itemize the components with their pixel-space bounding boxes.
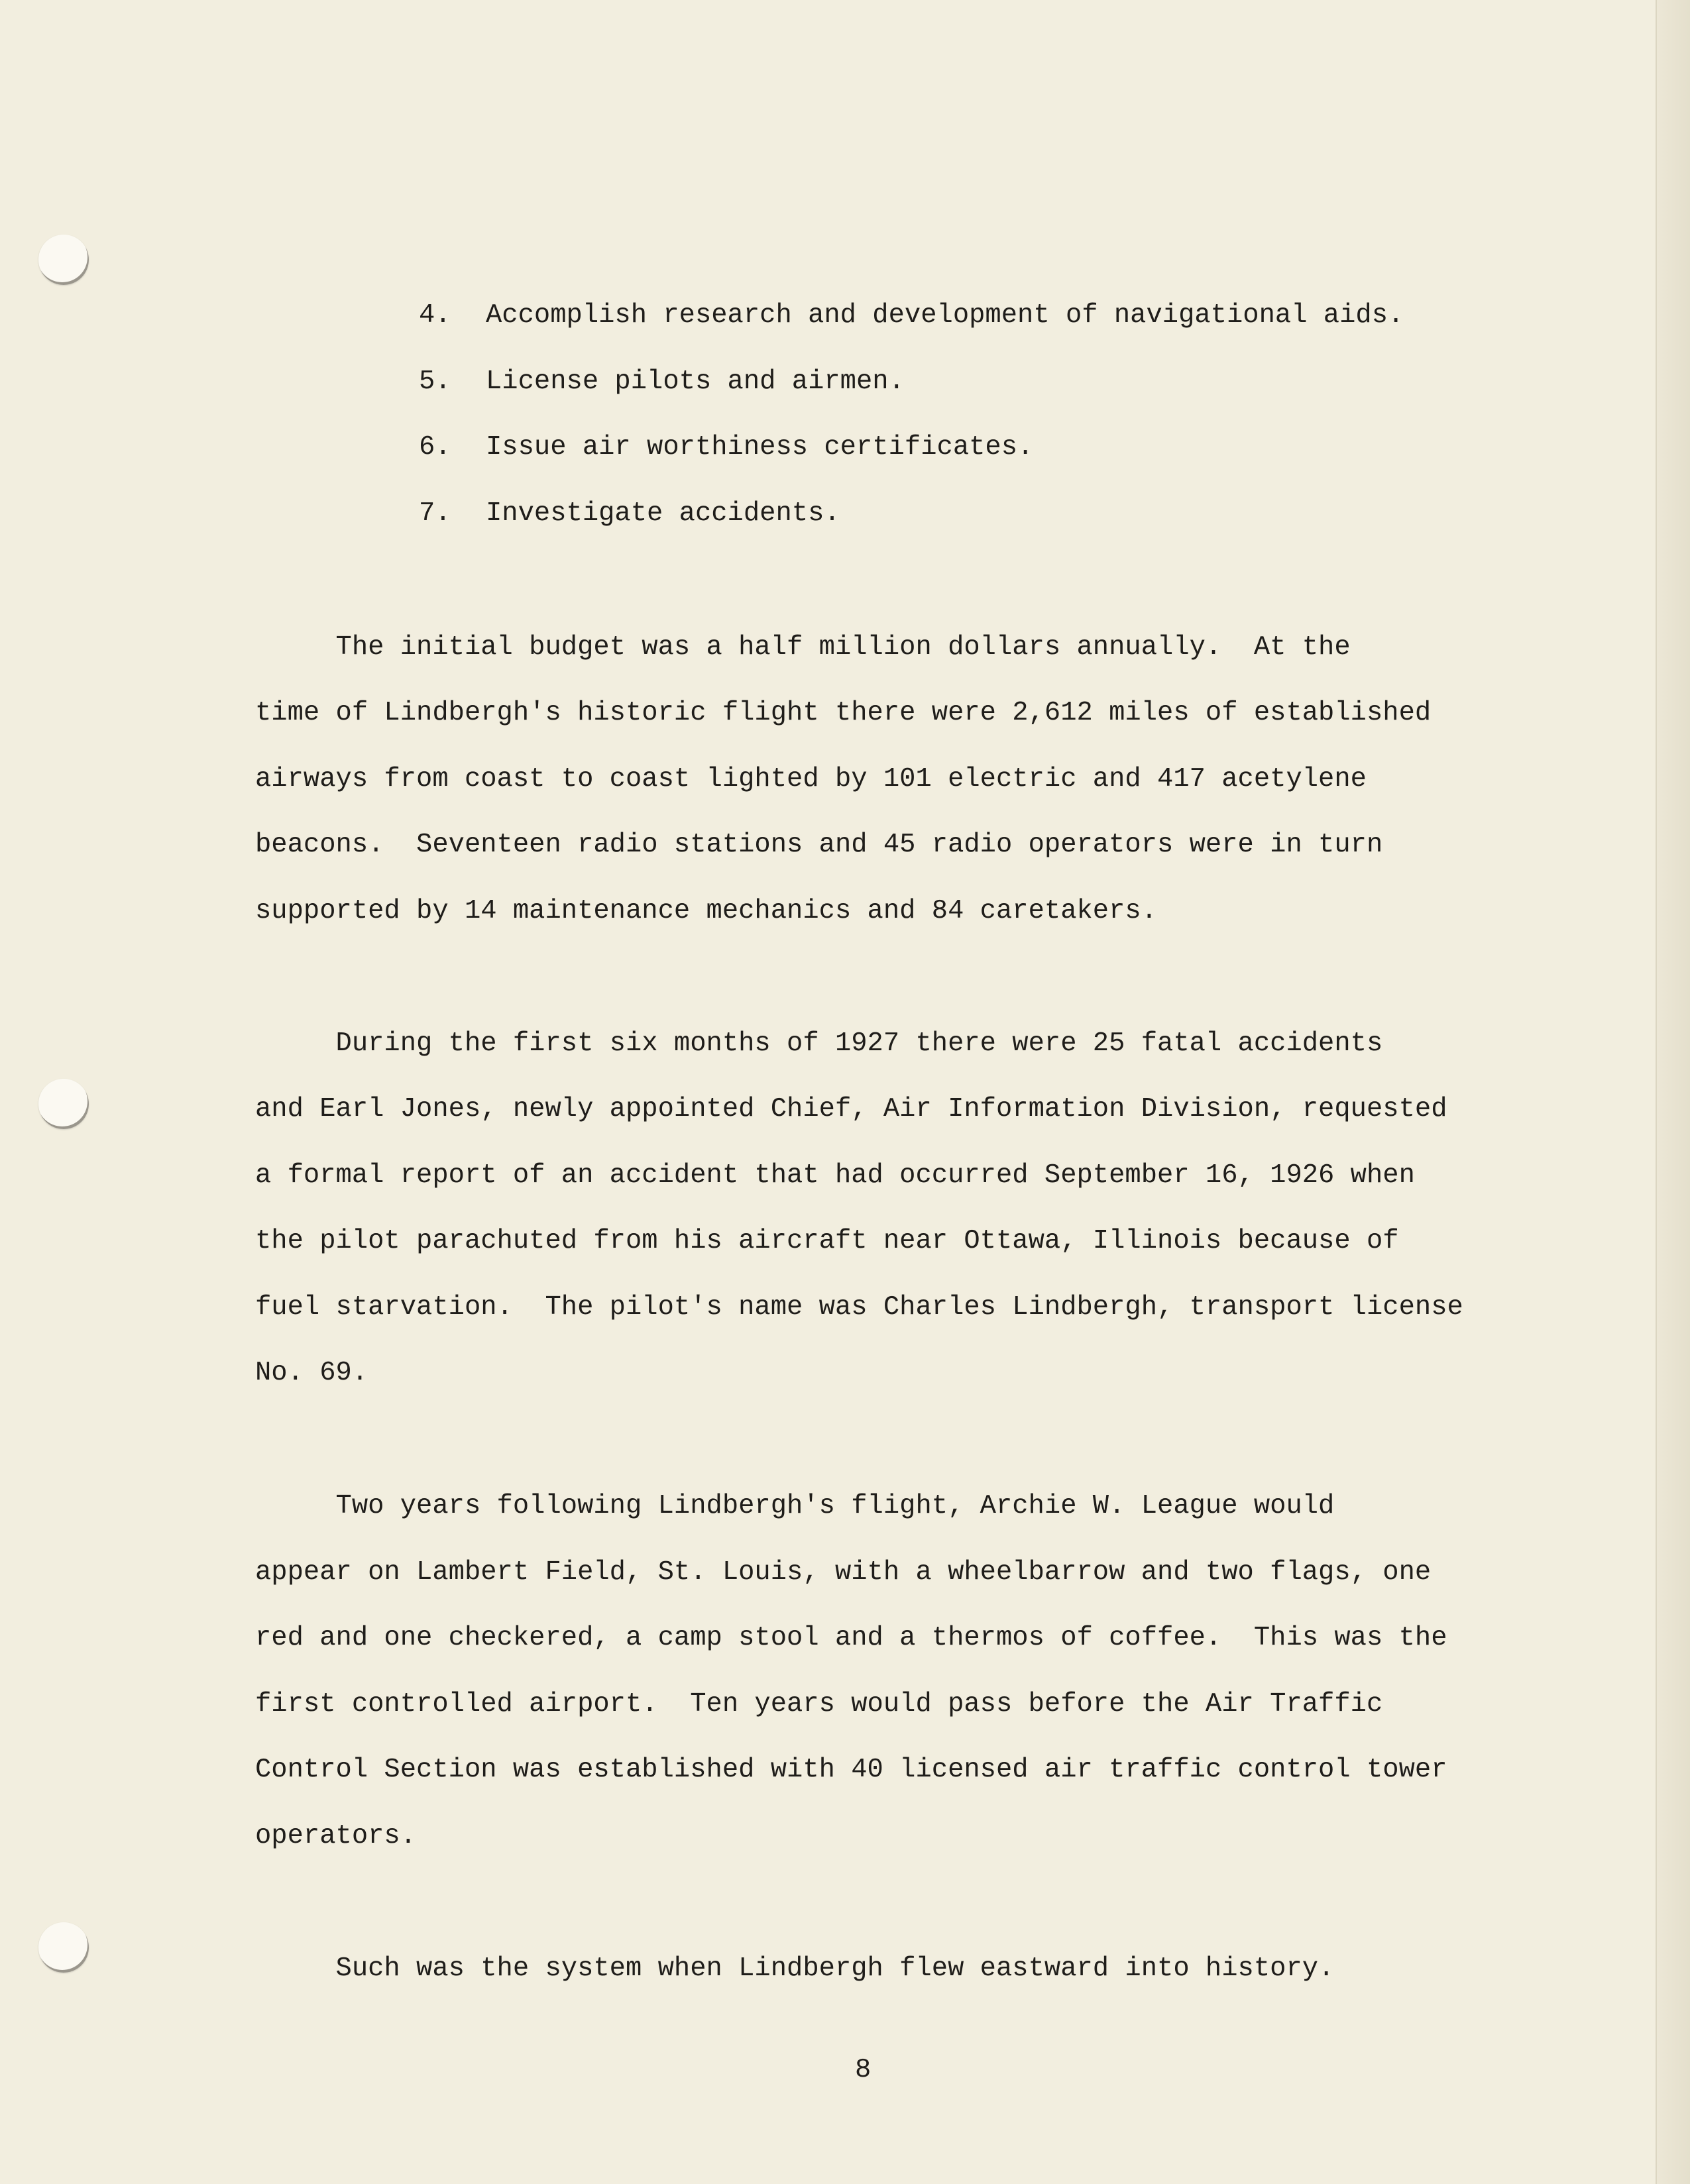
punch-hole-top bbox=[38, 235, 89, 285]
list-item-number: 5. bbox=[419, 366, 451, 397]
paragraph-line: No. 69. bbox=[255, 1358, 368, 1388]
paragraph-line: the pilot parachuted from his aircraft near Ottawa, Illinois because of bbox=[255, 1226, 1399, 1256]
paragraph-line: Control Section was established with 40 licensed air traffic control tower bbox=[255, 1755, 1447, 1785]
paragraph-line: supported by 14 maintenance mechanics and 84 caretakers. bbox=[255, 896, 1158, 926]
paragraph-line: beacons. Seventeen radio stations and 45 radio operators were in turn bbox=[255, 830, 1383, 860]
punch-hole-middle bbox=[38, 1079, 89, 1129]
paragraph-line: The initial budget was a half million dollars annually. At the bbox=[255, 632, 1351, 663]
list-item-text: Investigate accidents. bbox=[486, 498, 840, 529]
paragraph-line: red and one checkered, a camp stool and a thermos of coffee. This was the bbox=[255, 1623, 1447, 1653]
list-item-text: Accomplish research and development of navigational aids. bbox=[486, 300, 1404, 331]
paragraph-line: During the first six months of 1927 there were 25 fatal accidents bbox=[255, 1028, 1383, 1059]
page-number: 8 bbox=[855, 2055, 872, 2085]
paragraph-line: appear on Lambert Field, St. Louis, with a wheelbarrow and two flags, one bbox=[255, 1557, 1432, 1588]
paragraph-line: Such was the system when Lindbergh flew eastward into history. bbox=[255, 1953, 1335, 1984]
paragraph-line: Two years following Lindbergh's flight, Archie W. League would bbox=[255, 1491, 1335, 1521]
paragraph-line: first controlled airport. Ten years would pass before the Air Traffic bbox=[255, 1689, 1383, 1720]
list-item-number: 4. bbox=[419, 300, 451, 331]
list-item-text: License pilots and airmen. bbox=[486, 366, 905, 397]
punch-hole-bottom bbox=[38, 1922, 89, 1973]
list-item-number: 6. bbox=[419, 432, 451, 463]
list-item-text: Issue air worthiness certificates. bbox=[486, 432, 1034, 463]
paragraph-line: operators. bbox=[255, 1821, 417, 1851]
page-edge bbox=[1656, 0, 1690, 2184]
list-item-number: 7. bbox=[419, 498, 451, 529]
paragraph-line: a formal report of an accident that had occurred September 16, 1926 when bbox=[255, 1160, 1415, 1191]
paragraph-line: airways from coast to coast lighted by 101 electric and 417 acetylene bbox=[255, 764, 1367, 794]
paragraph-line: time of Lindbergh's historic flight there were 2,612 miles of established bbox=[255, 698, 1432, 728]
paragraph-line: and Earl Jones, newly appointed Chief, Air Information Division, requested bbox=[255, 1094, 1447, 1124]
paragraph-line: fuel starvation. The pilot's name was Charles Lindbergh, transport license bbox=[255, 1292, 1463, 1323]
